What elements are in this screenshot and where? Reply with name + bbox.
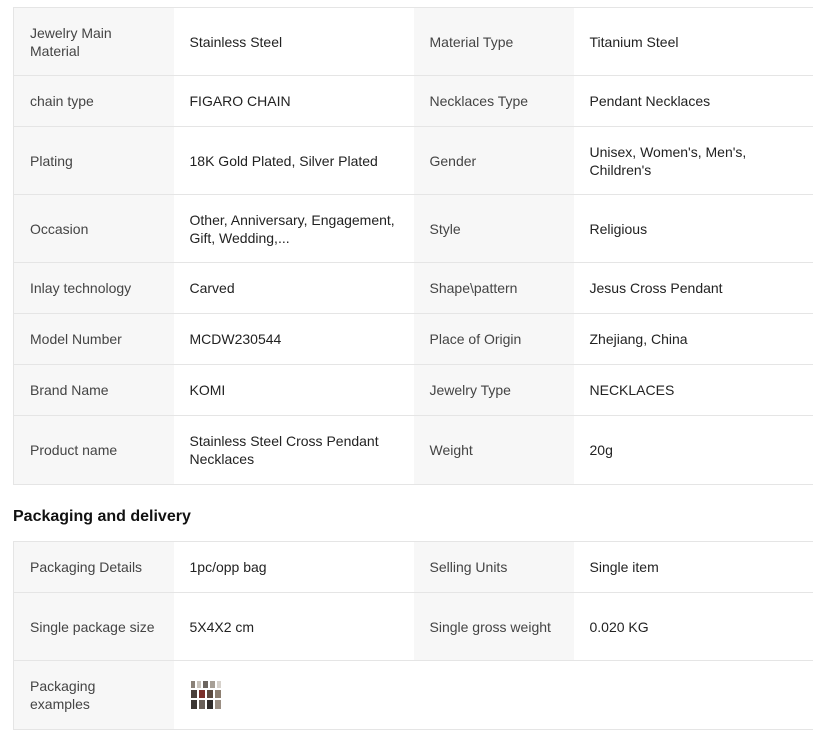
attr-value [174, 195, 414, 263]
attr-value: NECKLACES [574, 365, 813, 416]
attr-key: Single package size [14, 593, 174, 661]
attr-value: Unisex, Women's, Men's, Children's [574, 127, 813, 195]
packaging-table [13, 541, 813, 730]
attr-value: 5X4X2 cm [174, 593, 414, 661]
table-row [14, 593, 813, 661]
attr-key: Inlay technology [14, 263, 174, 314]
attr-value: 0.020 KG [574, 593, 813, 661]
attr-value: Jesus Cross Pendant [574, 263, 813, 314]
attr-value [174, 661, 813, 730]
attr-value: Stainless Steel Cross Pendant Necklaces [174, 416, 414, 485]
attr-key: Weight [414, 416, 574, 485]
attr-key: Product name [14, 416, 174, 485]
attr-key: Material Type [414, 8, 574, 76]
attr-value: Stainless Steel [174, 8, 414, 76]
attr-value: Zhejiang, China [574, 314, 813, 365]
table-row [14, 127, 813, 195]
attr-value-text: Other, Anniversary, Engagement, Gift, Wedding,... [189, 211, 395, 246]
table-row [14, 365, 813, 416]
attr-value: Single item [574, 542, 813, 593]
attributes-table [13, 7, 813, 485]
attr-value: KOMI [174, 365, 414, 416]
attr-key: Place of Origin [414, 314, 574, 365]
attr-value: 20g [574, 416, 813, 485]
table-row [14, 263, 813, 314]
attr-value: Pendant Necklaces [574, 76, 813, 127]
table-row [14, 416, 813, 485]
attr-key: Jewelry Main Material [14, 8, 174, 76]
attr-key: Plating [14, 127, 174, 195]
attr-key: Model Number [14, 314, 174, 365]
attr-key: Gender [414, 127, 574, 195]
attr-value: FIGARO CHAIN [174, 76, 414, 127]
table-row [14, 314, 813, 365]
table-row [14, 8, 813, 76]
table-row [14, 76, 813, 127]
packaging-thumbnail-image[interactable] [190, 680, 222, 710]
section-title: Packaging and delivery [13, 508, 191, 525]
attr-value: Carved [174, 263, 414, 314]
attr-key: Single gross weight [414, 593, 574, 661]
attr-value: MCDW230544 [174, 314, 414, 365]
table-row [14, 195, 813, 263]
attr-value: Titanium Steel [574, 8, 813, 76]
table-row [14, 661, 813, 730]
attr-value: 1pc/opp bag [174, 542, 414, 593]
attr-key: Packaging examples [14, 661, 174, 730]
attr-key: Brand Name [14, 365, 174, 416]
table-row [14, 542, 813, 593]
attr-key: Packaging Details [14, 542, 174, 593]
attr-value: Religious [574, 195, 813, 263]
attr-key: Jewelry Type [414, 365, 574, 416]
attr-key: Style [414, 195, 574, 263]
attr-key: Occasion [14, 195, 174, 263]
attr-value: 18K Gold Plated, Silver Plated [174, 127, 414, 195]
attr-key: chain type [14, 76, 174, 127]
attr-key: Selling Units [414, 542, 574, 593]
attr-key: Necklaces Type [414, 76, 574, 127]
attr-key: Shape\pattern [414, 263, 574, 314]
